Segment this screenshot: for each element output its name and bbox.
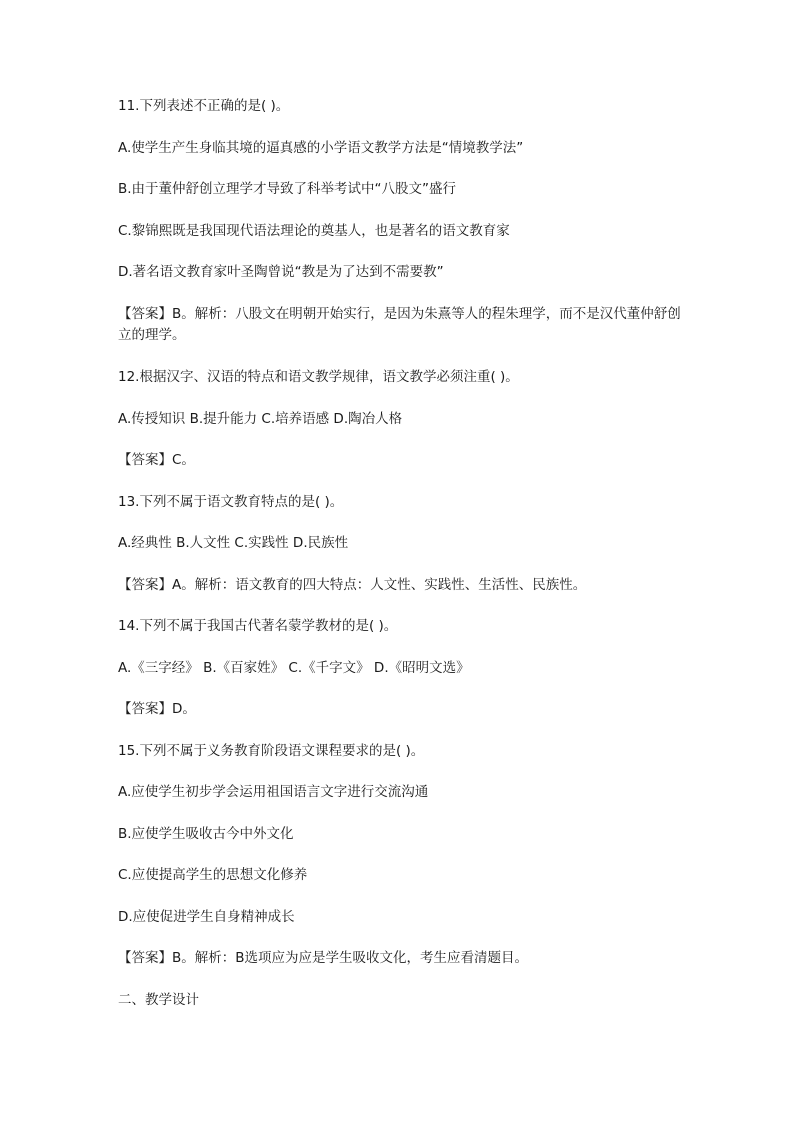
question-15-answer: 【答案】B。解析：B选项应为应是学生吸收文化，考生应看清题目。 — [118, 950, 529, 966]
question-14-answer: 【答案】D。 — [118, 701, 196, 717]
question-13-options: A.经典性 B.人文性 C.实践性 D.民族性 — [118, 535, 349, 551]
question-14-stem: 14.下列不属于我国古代著名蒙学教材的是( )。 — [118, 618, 398, 634]
question-15-option-c: C.应使提高学生的思想文化修养 — [118, 867, 308, 883]
question-15-stem: 15.下列不属于义务教育阶段语文课程要求的是( )。 — [118, 742, 425, 759]
question-13-stem: 13.下列不属于语文教育特点的是( )。 — [118, 493, 344, 510]
question-11-option-d: D.著名语文教育家叶圣陶曾说“教是为了达到不需要教” — [118, 264, 444, 280]
question-11-option-c: C.黎锦熙既是我国现代语法理论的奠基人，也是著名的语文教育家 — [118, 222, 510, 239]
question-12-stem: 12.根据汉字、汉语的特点和语文教学规律，语文教学必须注重( )。 — [118, 369, 519, 385]
question-11-answer: 【答案】B。解析：八股文在明朝开始实行，是因为朱熹等人的程朱理学，而不是汉代董仲舒创立的理学。 — [118, 305, 681, 343]
question-15-option-d: D.应使促进学生自身精神成长 — [118, 908, 295, 925]
question-12-answer: 【答案】C。 — [118, 452, 195, 468]
question-13-answer: 【答案】A。解析：语文教育的四大特点：人文性、实践性、生活性、民族性。 — [118, 576, 587, 593]
question-11-stem: 11.下列表述不正确的是( )。 — [118, 98, 290, 114]
question-15-option-a: A.应使学生初步学会运用祖国语言文字进行交流沟通 — [118, 784, 429, 800]
question-15-option-b: B.应使学生吸收古今中外文化 — [118, 825, 294, 842]
question-12-options: A.传授知识 B.提升能力 C.培养语感 D.陶冶人格 — [118, 410, 403, 427]
document-content — [118, 96, 684, 1031]
section-heading: 二、教学设计 — [118, 991, 199, 1008]
question-11-option-a: A.使学生产生身临其境的逼真感的小学语文教学方法是“情境教学法” — [118, 139, 524, 156]
question-11-option-b: B.由于董仲舒创立理学才导致了科举考试中“八股文”盛行 — [118, 181, 457, 197]
question-14-options: A.《三字经》 B.《百家姓》 C.《千字文》 D.《昭明文选》 — [118, 659, 470, 676]
